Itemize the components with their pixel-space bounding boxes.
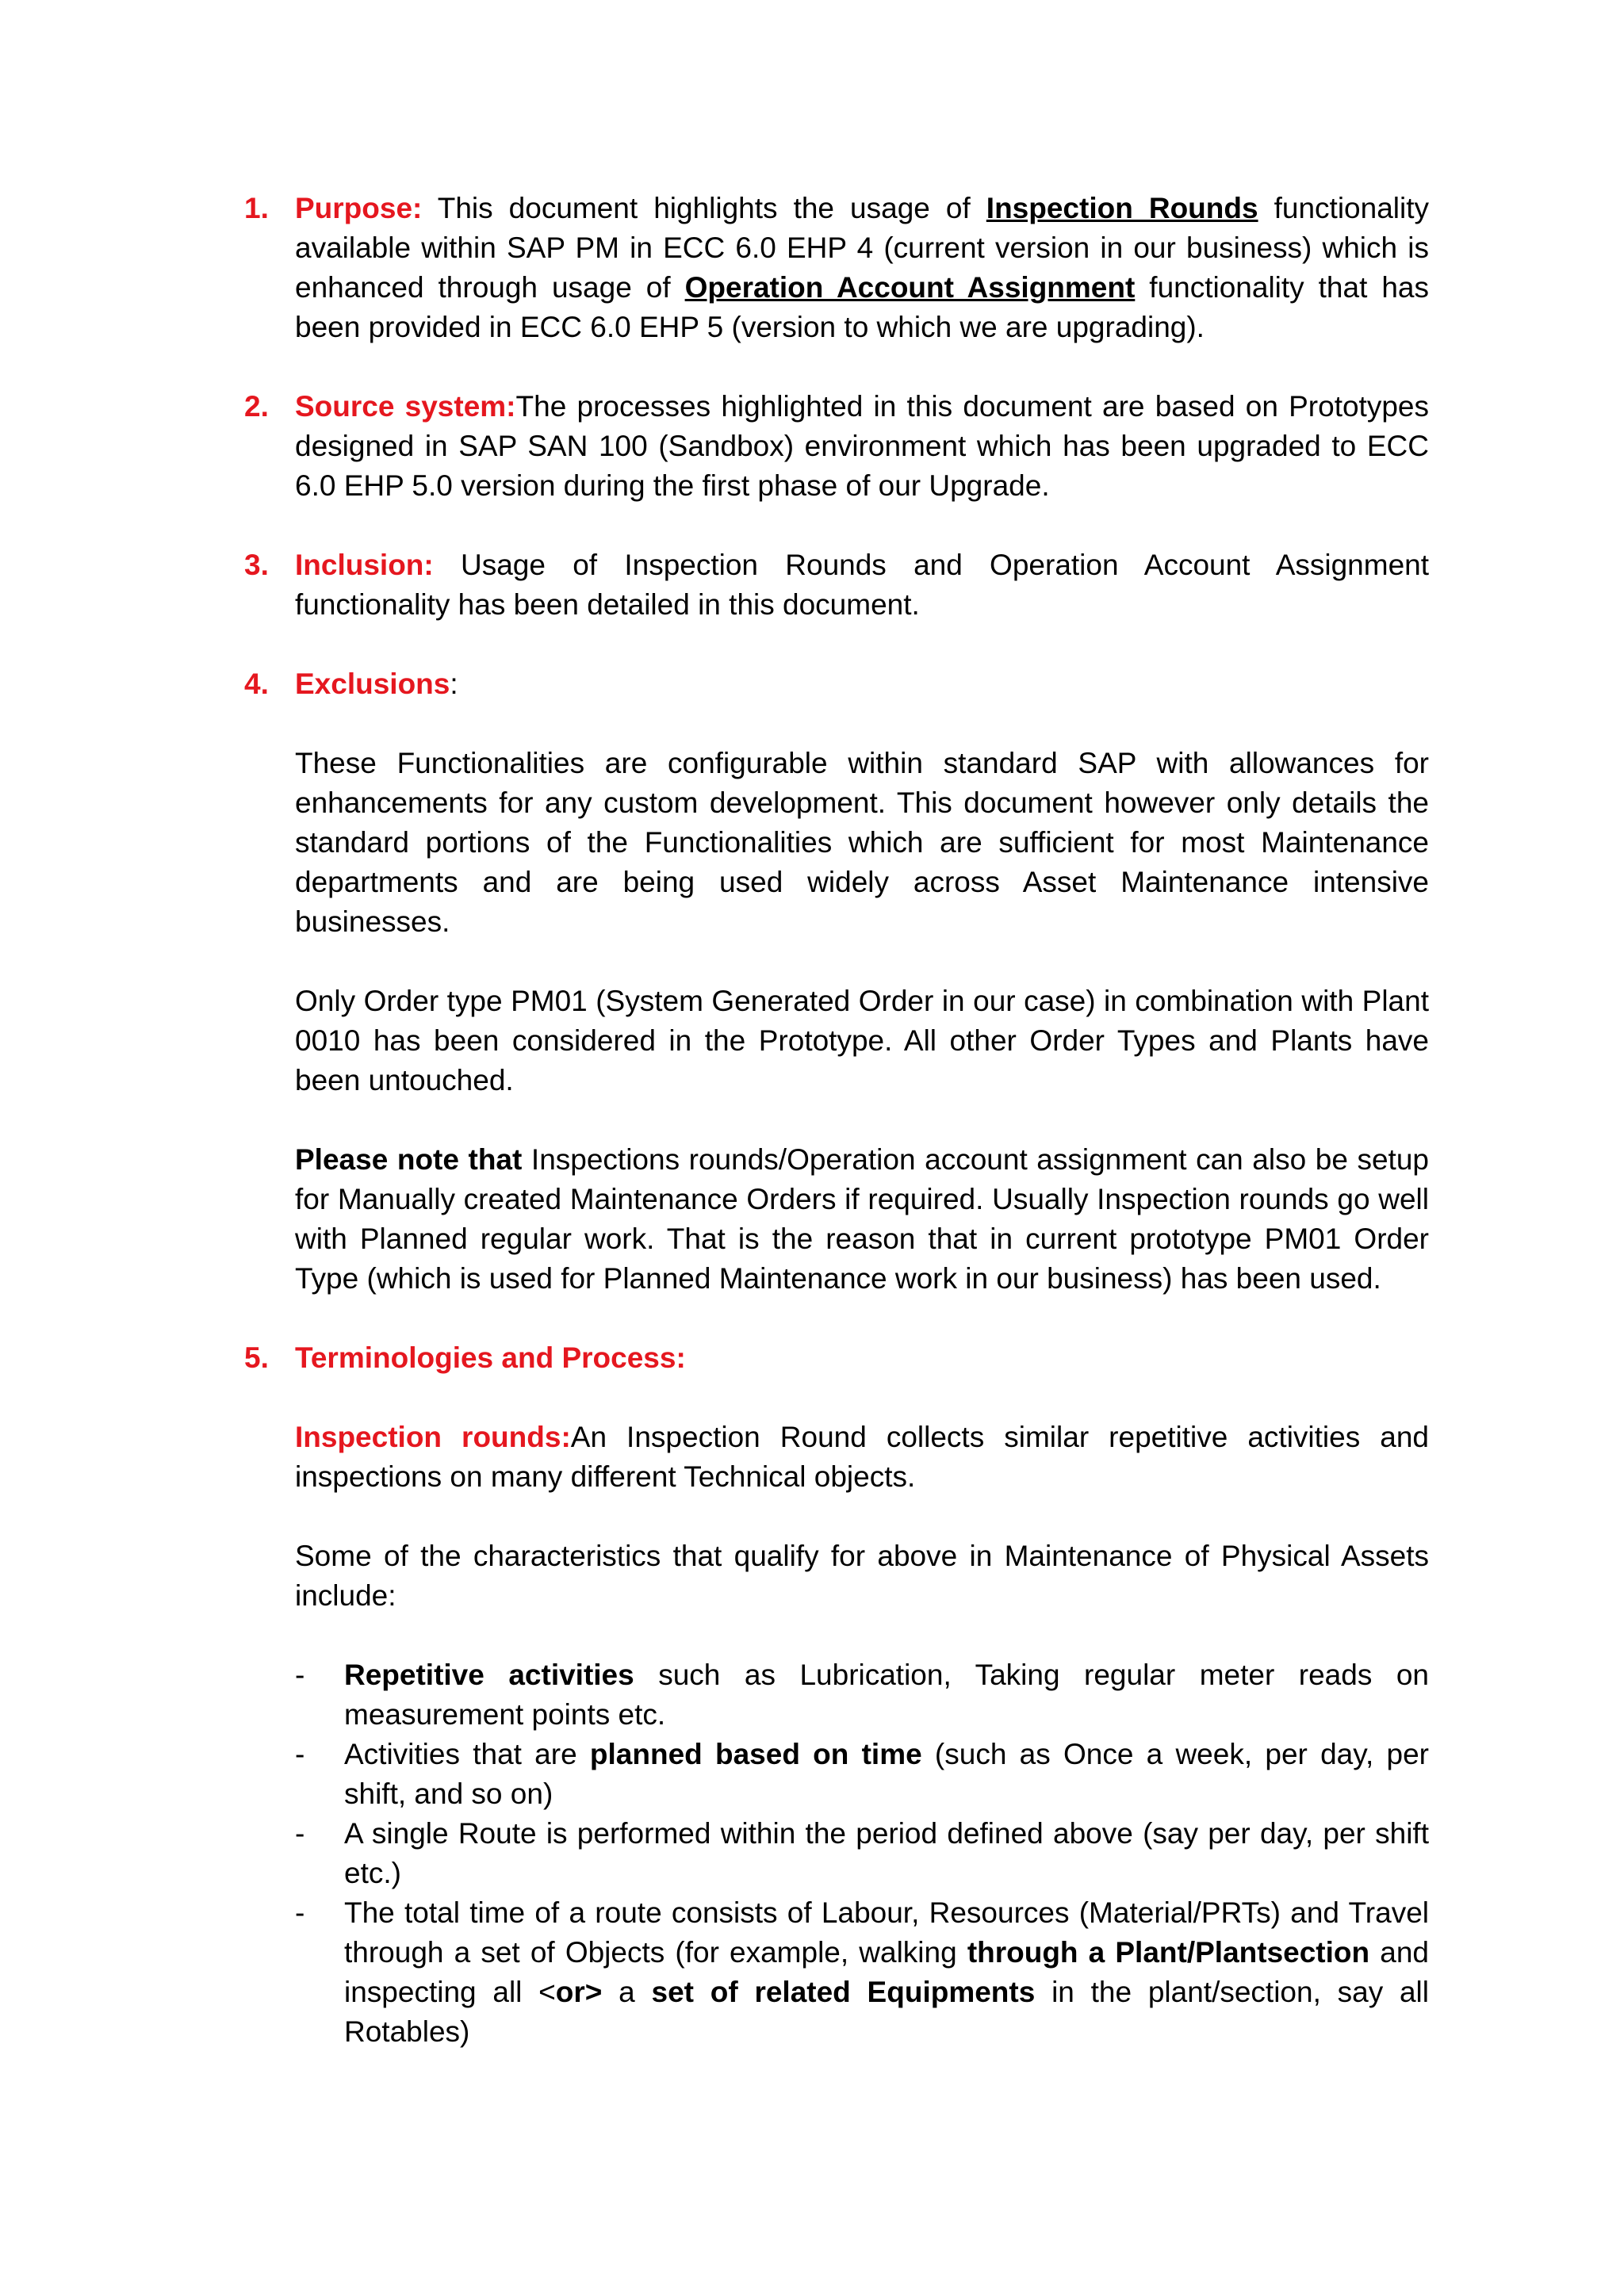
characteristics-list — [295, 1655, 1429, 2052]
bullet-dash: - — [295, 1659, 305, 1691]
bullet-dash: - — [295, 1738, 305, 1770]
section-heading: Exclusions — [295, 668, 450, 700]
list-item-text: Activities that are — [344, 1738, 590, 1770]
section-number: 3. — [244, 549, 269, 581]
section-terminologies — [244, 1338, 1429, 2052]
list-item — [295, 1893, 1429, 2052]
section-number: 2. — [244, 390, 269, 423]
term-operation-account-assignment: Operation Account Assignment — [684, 271, 1136, 304]
list-item-text: a — [602, 1976, 652, 2008]
section-exclusions — [244, 664, 1429, 1299]
list-item-bold: set of related Equipments — [651, 1976, 1036, 2008]
list-item — [295, 1655, 1429, 1735]
list-item-bold: through a Plant/Plantsection — [967, 1936, 1370, 1969]
list-item — [295, 1814, 1429, 1893]
section-text: Usage of Inspection Rounds and Operation Account Assignment functionality has been detailed in this document. — [295, 549, 1429, 621]
exclusions-paragraph-1: These Functionalities are configurable within standard SAP with allowances for enhancements for any custom development. This document however only details the standard portions of the Functionalities which are sufficient for most Maintenance departments and are being used widely across Asset Maintenance intensive businesses. — [295, 747, 1429, 938]
list-item-text: A single Route is performed within the period defined above (say per day, per shift etc.) — [344, 1817, 1429, 1889]
section-heading: Terminologies and Process: — [295, 1341, 686, 1374]
list-item-bold: or> — [555, 1976, 603, 2008]
section-source-system — [244, 387, 1429, 506]
section-text: functionality available within SAP PM in ECC 6.0 EHP 4 (current version in our business) which is enhanced through usage of — [295, 192, 1429, 304]
section-text: This document highlights the usage of — [422, 192, 986, 224]
sub-heading: Inspection rounds: — [295, 1421, 571, 1453]
inspection-rounds-definition — [295, 1418, 1429, 1497]
note-text: Inspections rounds/Operation account assignment can also be setup for Manually created Maintenance Orders if required. Usually Inspection rounds go well with Planned regular work. That is the reason that in current prototype PM01 Order Type (which is used for Planned Maintenance work in our business) has been used. — [295, 1143, 1429, 1295]
section-purpose — [244, 189, 1429, 347]
list-item — [295, 1735, 1429, 1814]
bullet-dash: - — [295, 1817, 305, 1850]
exclusions-paragraph-2: Only Order type PM01 (System Generated Order in our case) in combination with Plant 0010 has been considered in the Prototype. All other Order Types and Plants have been untouched. — [295, 985, 1429, 1096]
list-item-bold: Repetitive activities — [344, 1659, 634, 1691]
section-heading: Inclusion: — [295, 549, 434, 581]
section-number: 1. — [244, 192, 269, 224]
document-body — [244, 189, 1429, 2091]
sub-text: An Inspection Round collects similar repetitive activities and inspections on many different Technical objects. — [295, 1421, 1429, 1493]
section-text: The processes highlighted in this document are based on Prototypes designed in SAP SAN 100 (Sandbox) environment which has been upgraded to ECC 6.0 EHP 5.0 version during the first phase of our Upgrade. — [295, 390, 1429, 502]
exclusions-paragraph-3 — [295, 1140, 1429, 1299]
heading-colon: : — [450, 668, 458, 700]
section-heading: Purpose: — [295, 192, 423, 224]
list-item-text: and inspecting all < — [344, 1936, 1429, 2008]
note-label: Please note that — [295, 1143, 523, 1176]
list-item-bold: planned based on time — [589, 1738, 922, 1770]
section-inclusion — [244, 545, 1429, 625]
list-item-text: such as Lubrication, Taking regular meter reads on measurement points etc. — [344, 1659, 1429, 1731]
list-item-text: The total time of a route consists of Labour, Resources (Material/PRTs) and Travel through a set of Objects (for example, walking — [344, 1896, 1429, 1969]
characteristics-intro: Some of the characteristics that qualify for above in Maintenance of Physical Assets include: — [295, 1540, 1429, 1612]
list-item-text: (such as Once a week, per day, per shift, and so on) — [344, 1738, 1429, 1810]
list-item-text: in the plant/section, say all Rotables) — [344, 1976, 1429, 2048]
term-inspection-rounds: Inspection Rounds — [986, 192, 1258, 224]
section-text: functionality that has been provided in ECC 6.0 EHP 5 (version to which we are upgrading). — [295, 271, 1429, 343]
section-heading: Source system: — [295, 390, 516, 423]
section-number: 4. — [244, 668, 269, 700]
section-number: 5. — [244, 1341, 269, 1374]
bullet-dash: - — [295, 1896, 305, 1929]
